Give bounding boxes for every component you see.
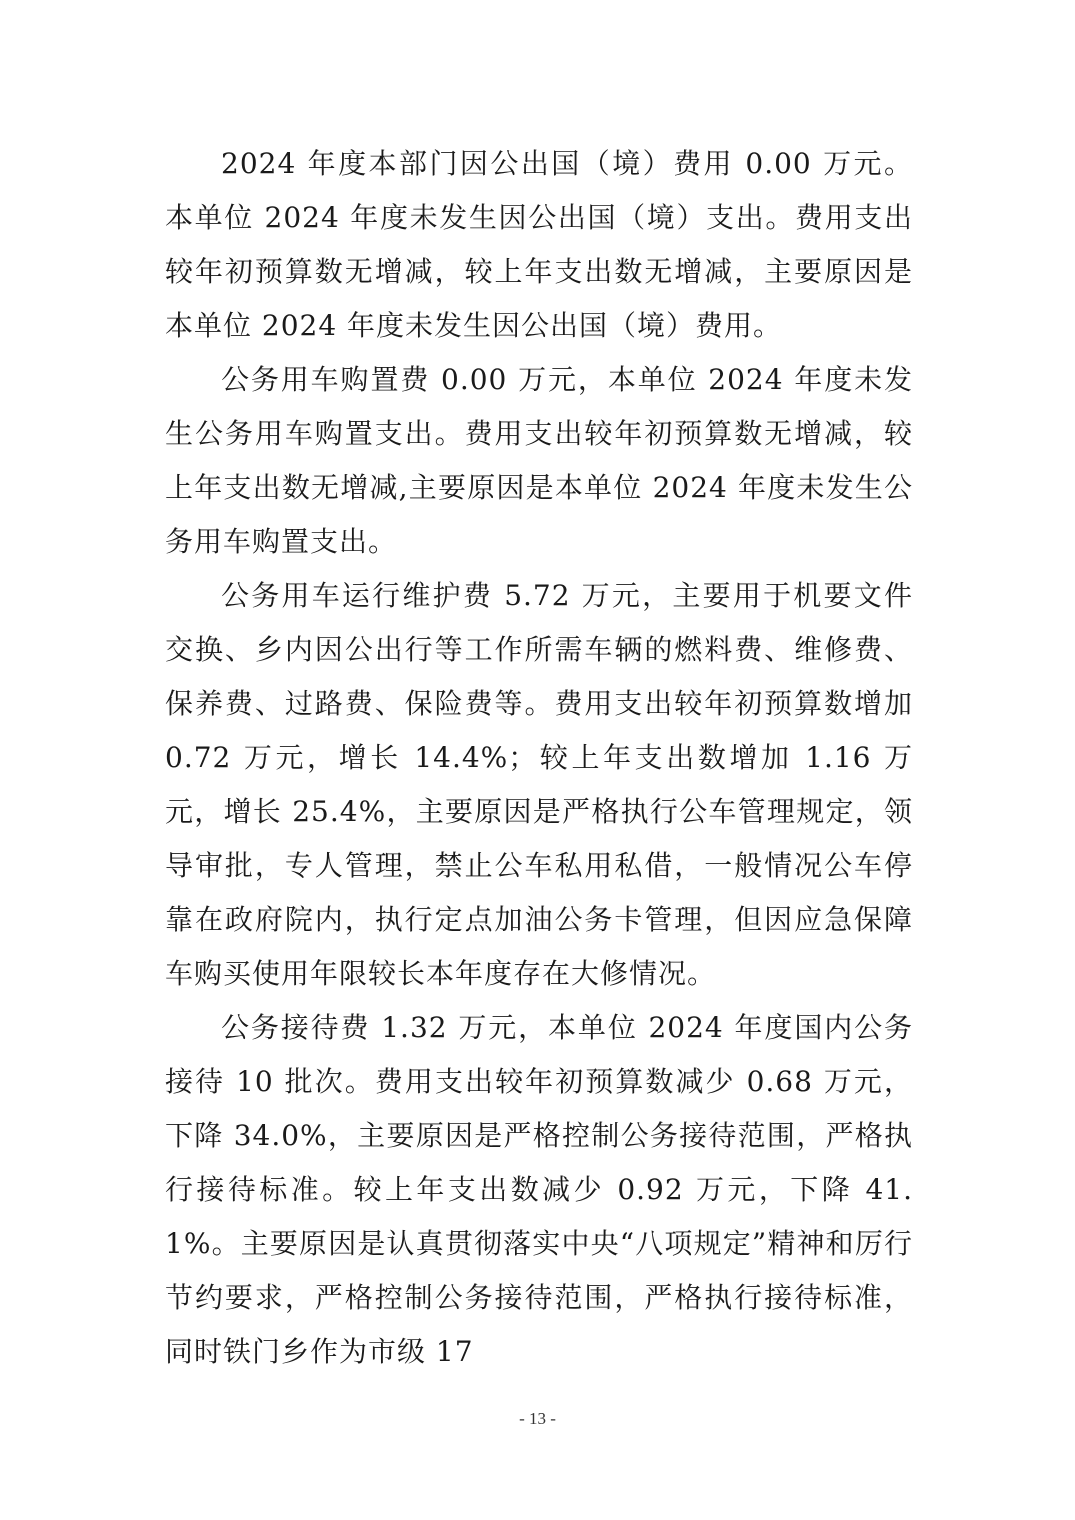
paragraph-official-reception: 公务接待费 1.32 万元，本单位 2024 年度国内公务接待 10 批次。费用支出较年初预算数减少 0.68 万元，下降 34.0%，主要原因是严格控制公务接待范围，严格执行接待标准。较上年支出数减少 0.92 万元，下降 41.1%。主要原因是认真贯彻落实中央“八项规定”精神和厉行节约要求，严格控制公务接待范围，严格执行接待标准，同时铁门乡作为市级 17	[165, 1011, 913, 1368]
paragraph-vehicle-purchase: 公务用车购置费 0.00 万元，本单位 2024 年度未发生公务用车购置支出。费用支出较年初预算数无增减，较上年支出数无增减,主要原因是本单位 2024 年度未发生公务用车购置支出。	[165, 363, 913, 558]
paragraph-overseas-travel: 2024 年度本部门因公出国（境）费用 0.00 万元。本单位 2024 年度未发生因公出国（境）支出。费用支出较年初预算数无增减，较上年支出数无增减，主要原因是本单位 2024 年度未发生因公出国（境）费用。	[165, 147, 913, 342]
document-body	[165, 137, 913, 1379]
page-number: - 13 -	[519, 1409, 556, 1428]
paragraph-vehicle-maintenance: 公务用车运行维护费 5.72 万元，主要用于机要文件交换、乡内因公出行等工作所需车辆的燃料费、维修费、保养费、过路费、保险费等。费用支出较年初预算数增加 0.72 万元，增长 14.4%；较上年支出数增加 1.16 万元，增长 25.4%，主要原因是严格执行公车管理规定，领导审批，专人管理，禁止公车私用私借，一般情况公车停靠在政府院内，执行定点加油公务卡管理，但因应急保障车购买使用年限较长本年度存在大修情况。	[165, 579, 913, 990]
